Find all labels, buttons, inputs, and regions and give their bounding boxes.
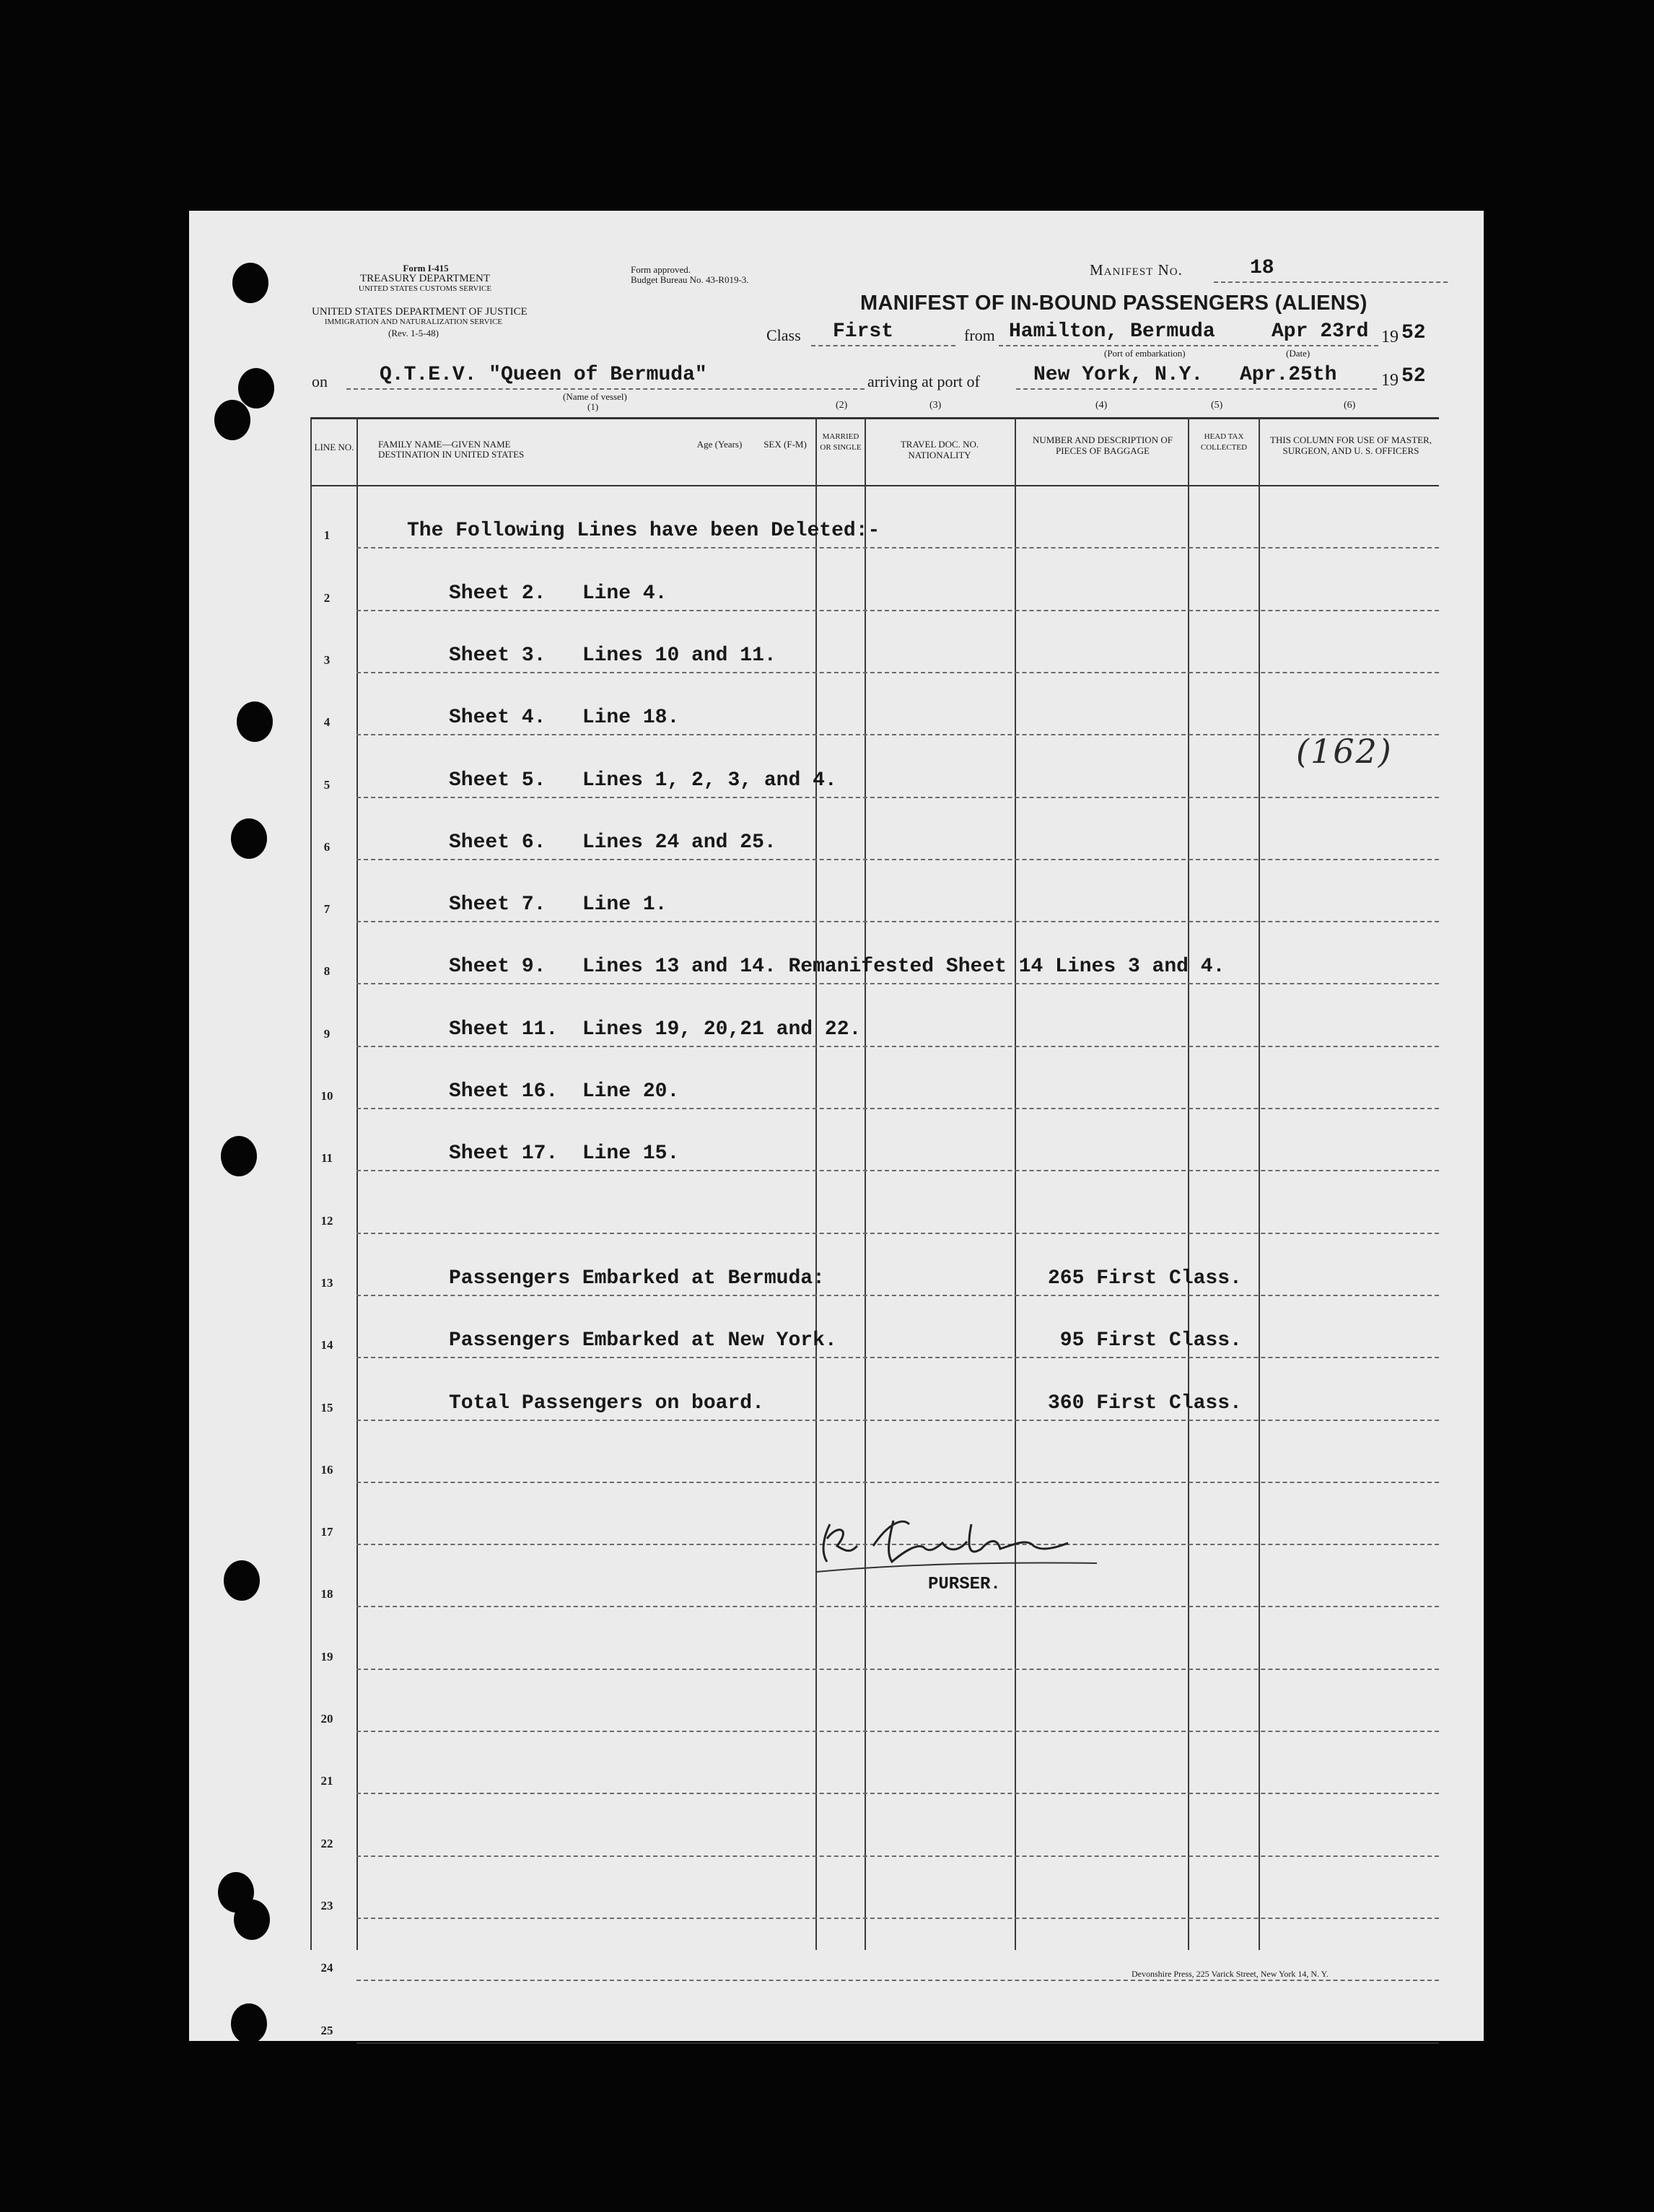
class-value: First — [833, 320, 894, 343]
budget-bureau: Budget Bureau No. 43-R019-3. — [631, 274, 749, 285]
row-rule — [356, 1295, 1439, 1296]
department-of-justice: UNITED STATES DEPARTMENT OF JUSTICE — [312, 306, 528, 318]
line-number: 4 — [323, 715, 331, 730]
printer-credit: Devonshire Press, 225 Varick Street, New York 14, N. Y. — [1132, 1969, 1329, 1979]
line-number: 25 — [320, 2023, 333, 2037]
from-port: Hamilton, Bermuda — [1009, 320, 1215, 343]
row-text: Total Passengers on board. — [449, 1391, 764, 1415]
row-rule — [356, 2042, 1439, 2044]
date-caption: (Date) — [1286, 348, 1310, 359]
vessel-caption: (Name of vessel) — [563, 391, 627, 402]
punch-hole — [238, 368, 274, 408]
line-number: 5 — [323, 777, 331, 792]
line-number: 2 — [323, 590, 331, 605]
arrival-date: Apr.25th — [1240, 364, 1337, 386]
punch-hole — [232, 263, 268, 303]
line-number: 3 — [323, 652, 331, 667]
row-passenger-count: 95 First Class. — [1048, 1329, 1242, 1352]
row-rule — [356, 983, 1439, 984]
row-text: Sheet 9. Lines 13 and 14. Remanifested Sheet 14 Lines 3 and 4. — [449, 956, 1225, 979]
row-rule — [356, 1357, 1439, 1358]
arrival-year-prefix: 19 — [1381, 371, 1399, 390]
row-rule — [356, 1482, 1439, 1483]
row-text: Sheet 7. Line 1. — [449, 893, 668, 917]
header-age: Age (Years) — [696, 439, 743, 450]
row-rule — [356, 921, 1439, 922]
header-head-tax: HEAD TAX COLLECTED — [1200, 432, 1248, 452]
arrival-year-suffix: 52 — [1401, 365, 1426, 388]
row-text: Sheet 17. Line 15. — [449, 1142, 680, 1166]
line-number: 6 — [323, 839, 331, 854]
col-number-4: (4) — [1095, 400, 1108, 411]
row-rule — [356, 1170, 1439, 1171]
row-passenger-count: 360 First Class. — [1048, 1391, 1242, 1415]
year-prefix: 19 — [1381, 328, 1399, 346]
arrival-port: New York, N.Y. — [1033, 364, 1204, 386]
row-text: Passengers Embarked at New York. — [449, 1329, 837, 1352]
manifest-sheet — [189, 211, 1484, 2041]
punch-hole — [231, 818, 267, 859]
line-number: 1 — [323, 528, 331, 543]
col-number-5: (5) — [1211, 400, 1223, 411]
class-label: Class — [766, 326, 801, 344]
manifest-title: MANIFEST OF IN-BOUND PASSENGERS (ALIENS) — [860, 292, 1368, 315]
line-number: 8 — [323, 964, 331, 979]
line-number: 15 — [320, 1400, 333, 1415]
row-passenger-count: 265 First Class. — [1048, 1267, 1242, 1290]
line-number: 11 — [320, 1151, 333, 1166]
row-rule — [356, 1420, 1439, 1421]
col-number-3: (3) — [929, 400, 942, 411]
punch-hole — [231, 2003, 267, 2044]
row-rule — [356, 1233, 1439, 1234]
row-rule — [356, 1980, 1439, 1981]
punch-hole — [224, 1560, 260, 1601]
col-number-6: (6) — [1344, 400, 1356, 411]
purser-title: PURSER. — [928, 1575, 1001, 1594]
row-text: Sheet 16. Line 20. — [449, 1080, 680, 1103]
header-destination: DESTINATION IN UNITED STATES — [378, 449, 525, 460]
treasury-department: TREASURY DEPARTMENT — [359, 273, 491, 284]
line-number: 24 — [320, 1961, 333, 1975]
row-rule — [356, 1046, 1439, 1047]
row-text: Sheet 4. Line 18. — [449, 707, 680, 730]
departure-date: Apr 23rd — [1272, 320, 1369, 343]
row-text: Sheet 11. Lines 19, 20,21 and 22. — [449, 1018, 862, 1041]
row-rule — [356, 610, 1439, 611]
header-travel-doc: TRAVEL DOC. NO. NATIONALITY — [900, 439, 979, 460]
year-suffix: 52 — [1401, 322, 1426, 344]
line-number: 9 — [323, 1026, 331, 1041]
header-baggage: NUMBER AND DESCRIPTION OF PIECES OF BAGGAGE — [1033, 434, 1173, 456]
row-text: Sheet 5. Lines 1, 2, 3, and 4. — [449, 769, 837, 792]
row-text: Sheet 2. Line 4. — [449, 582, 668, 605]
line-number: 18 — [320, 1587, 333, 1601]
header-officers: THIS COLUMN FOR USE OF MASTER, SURGEON, AND U. S. OFFICERS — [1270, 434, 1432, 456]
punch-hole — [237, 701, 273, 742]
line-number: 16 — [320, 1462, 333, 1477]
line-number: 17 — [320, 1525, 333, 1539]
line-number: 14 — [320, 1338, 333, 1352]
punch-hole — [214, 400, 250, 440]
header-sex: SEX (F-M) — [763, 439, 807, 450]
ins-service: IMMIGRATION AND NATURALIZATION SERVICE — [324, 318, 503, 326]
row-rule — [356, 672, 1439, 673]
customs-service: UNITED STATES CUSTOMS SERVICE — [358, 284, 492, 293]
line-number: 22 — [320, 1836, 333, 1850]
vessel-name: Q.T.E.V. "Queen of Bermuda" — [380, 364, 707, 386]
row-rule — [356, 1108, 1439, 1109]
row-text: Sheet 6. Lines 24 and 25. — [449, 831, 776, 854]
row-rule — [356, 1669, 1439, 1670]
row-rule — [356, 1731, 1439, 1732]
line-number: 10 — [320, 1089, 333, 1103]
line-number: 20 — [320, 1712, 333, 1726]
row-rule — [356, 859, 1439, 860]
from-label: from — [964, 326, 995, 344]
row-rule — [356, 547, 1439, 548]
manifest-number: 18 — [1250, 257, 1274, 279]
line-number: 12 — [320, 1213, 333, 1228]
header-family-name: FAMILY NAME—GIVEN NAME — [378, 439, 511, 450]
col-number-2: (2) — [836, 400, 848, 411]
header-married: MARRIED OR SINGLE — [820, 432, 862, 452]
embarkation-caption: (Port of embarkation) — [1104, 348, 1186, 359]
line-number: 23 — [320, 1898, 333, 1912]
row-rule — [356, 734, 1439, 735]
row-text: Passengers Embarked at Bermuda: — [449, 1267, 825, 1290]
line-number: 21 — [320, 1774, 333, 1788]
row-text: Sheet 3. Lines 10 and 11. — [449, 644, 776, 667]
row-rule — [356, 1855, 1439, 1857]
punch-hole — [234, 1900, 270, 1940]
row-rule — [356, 1606, 1439, 1607]
manifest-no-label: Manifest No. — [1090, 261, 1183, 279]
row-text: The Following Lines have been Deleted:- — [407, 520, 880, 543]
line-number: 7 — [323, 902, 331, 917]
line-number: 13 — [320, 1275, 333, 1290]
line-number: 19 — [320, 1649, 333, 1664]
on-label: on — [312, 372, 328, 390]
form-approved: Form approved. — [631, 264, 691, 275]
form-number: Form I-415 — [403, 263, 449, 274]
header-line-no: LINE NO. — [314, 442, 354, 453]
row-rule — [356, 1793, 1439, 1794]
row-rule — [356, 797, 1439, 798]
handwritten-annotation: (162) — [1296, 732, 1393, 771]
arriving-label: arriving at port of — [867, 372, 980, 390]
punch-hole — [221, 1136, 257, 1176]
vessel-col-number: (1) — [587, 401, 599, 412]
row-rule — [356, 1918, 1439, 1919]
purser-signature — [808, 1495, 1119, 1582]
revision-date: (Rev. 1-5-48) — [388, 328, 439, 338]
